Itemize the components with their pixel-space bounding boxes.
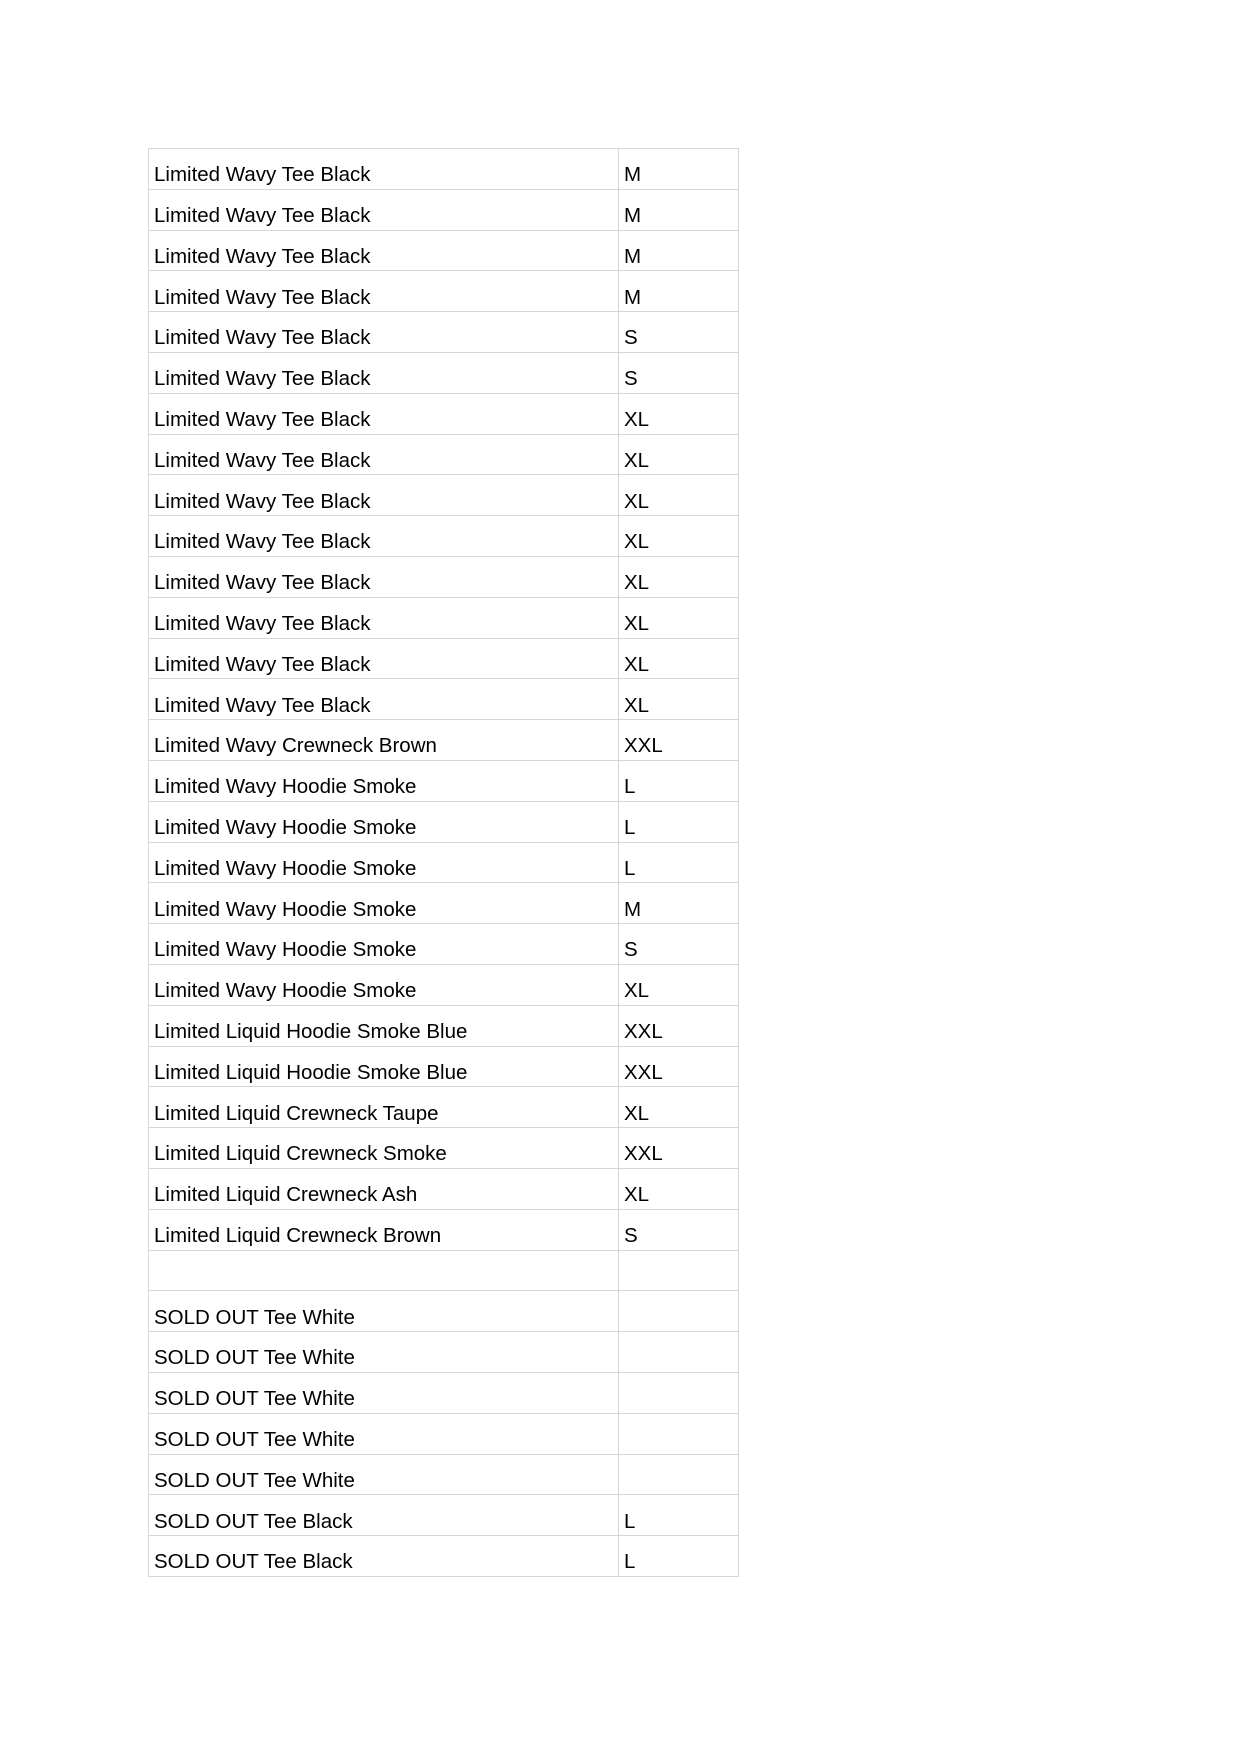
product-name-cell: Limited Liquid Crewneck Smoke [149,1128,619,1169]
product-name-cell: Limited Wavy Tee Black [149,271,619,312]
product-name-cell: Limited Wavy Tee Black [149,393,619,434]
table-row [149,1291,739,1332]
table-row [149,189,739,230]
size-cell: XL [619,475,739,516]
size-cell [619,1291,739,1332]
table-row [149,1413,739,1454]
table-row [149,393,739,434]
table-row [149,475,739,516]
table-row [149,1372,739,1413]
product-name-cell: Limited Wavy Hoodie Smoke [149,924,619,965]
table-row [149,434,739,475]
product-name-cell: Limited Wavy Tee Black [149,638,619,679]
size-cell: S [619,1209,739,1250]
size-cell: S [619,924,739,965]
table-row [149,679,739,720]
table-row [149,1250,739,1291]
table-row [149,1332,739,1373]
product-name-cell: Limited Wavy Tee Black [149,679,619,720]
product-name-cell: SOLD OUT Tee White [149,1454,619,1495]
product-name-cell: Limited Liquid Crewneck Taupe [149,1087,619,1128]
size-cell: L [619,801,739,842]
product-name-cell: Limited Wavy Hoodie Smoke [149,964,619,1005]
table-row [149,149,739,190]
size-cell: XL [619,638,739,679]
table-row [149,801,739,842]
table-row [149,1046,739,1087]
size-cell: XXL [619,720,739,761]
table-row [149,1536,739,1577]
table-row [149,883,739,924]
table-row [149,597,739,638]
size-cell: M [619,189,739,230]
table-row [149,556,739,597]
size-cell [619,1332,739,1373]
table-row [149,1454,739,1495]
table-row [149,352,739,393]
product-name-cell: Limited Wavy Hoodie Smoke [149,760,619,801]
table-row [149,1168,739,1209]
product-name-cell: Limited Wavy Tee Black [149,516,619,557]
size-cell: M [619,271,739,312]
size-cell: M [619,149,739,190]
product-name-cell: Limited Liquid Crewneck Ash [149,1168,619,1209]
product-name-cell: Limited Wavy Hoodie Smoke [149,801,619,842]
product-name-cell: Limited Wavy Tee Black [149,434,619,475]
size-cell [619,1372,739,1413]
product-name-cell: Limited Wavy Hoodie Smoke [149,842,619,883]
table-row [149,842,739,883]
product-name-cell: Limited Wavy Tee Black [149,189,619,230]
product-name-cell [149,1250,619,1291]
product-name-cell: Limited Wavy Tee Black [149,556,619,597]
table-row [149,1209,739,1250]
product-name-cell: Limited Wavy Tee Black [149,149,619,190]
table-row [149,1495,739,1536]
size-cell: S [619,352,739,393]
table-row [149,924,739,965]
product-name-cell: SOLD OUT Tee White [149,1332,619,1373]
table-row [149,638,739,679]
size-cell: XL [619,516,739,557]
product-name-cell: Limited Wavy Crewneck Brown [149,720,619,761]
product-name-cell: SOLD OUT Tee White [149,1291,619,1332]
product-name-cell: SOLD OUT Tee Black [149,1495,619,1536]
size-cell: XL [619,1168,739,1209]
table-row [149,230,739,271]
size-cell [619,1250,739,1291]
size-cell: XXL [619,1128,739,1169]
size-cell [619,1413,739,1454]
product-name-cell: Limited Wavy Tee Black [149,352,619,393]
size-cell: M [619,883,739,924]
size-cell: XL [619,556,739,597]
table-row [149,516,739,557]
product-name-cell: Limited Liquid Hoodie Smoke Blue [149,1005,619,1046]
table-row [149,312,739,353]
product-name-cell: Limited Liquid Hoodie Smoke Blue [149,1046,619,1087]
size-cell: L [619,842,739,883]
size-cell: XL [619,434,739,475]
product-name-cell: Limited Wavy Tee Black [149,312,619,353]
product-name-cell: Limited Wavy Tee Black [149,475,619,516]
table-row [149,760,739,801]
product-name-cell: Limited Wavy Tee Black [149,597,619,638]
product-name-cell: Limited Wavy Tee Black [149,230,619,271]
table-body [149,149,739,1577]
table-row [149,964,739,1005]
size-cell: M [619,230,739,271]
size-cell: XL [619,393,739,434]
product-name-cell: SOLD OUT Tee White [149,1413,619,1454]
size-cell: L [619,1536,739,1577]
table-row [149,720,739,761]
table-row [149,271,739,312]
size-cell [619,1454,739,1495]
product-name-cell: SOLD OUT Tee White [149,1372,619,1413]
inventory-table [148,148,739,1577]
table-row [149,1087,739,1128]
size-cell: XL [619,1087,739,1128]
product-name-cell: Limited Liquid Crewneck Brown [149,1209,619,1250]
size-cell: XXL [619,1005,739,1046]
size-cell: L [619,760,739,801]
size-cell: XXL [619,1046,739,1087]
product-name-cell: Limited Wavy Hoodie Smoke [149,883,619,924]
size-cell: XL [619,679,739,720]
product-name-cell: SOLD OUT Tee Black [149,1536,619,1577]
size-cell: XL [619,964,739,1005]
size-cell: XL [619,597,739,638]
table-row [149,1005,739,1046]
size-cell: S [619,312,739,353]
table-row [149,1128,739,1169]
size-cell: L [619,1495,739,1536]
